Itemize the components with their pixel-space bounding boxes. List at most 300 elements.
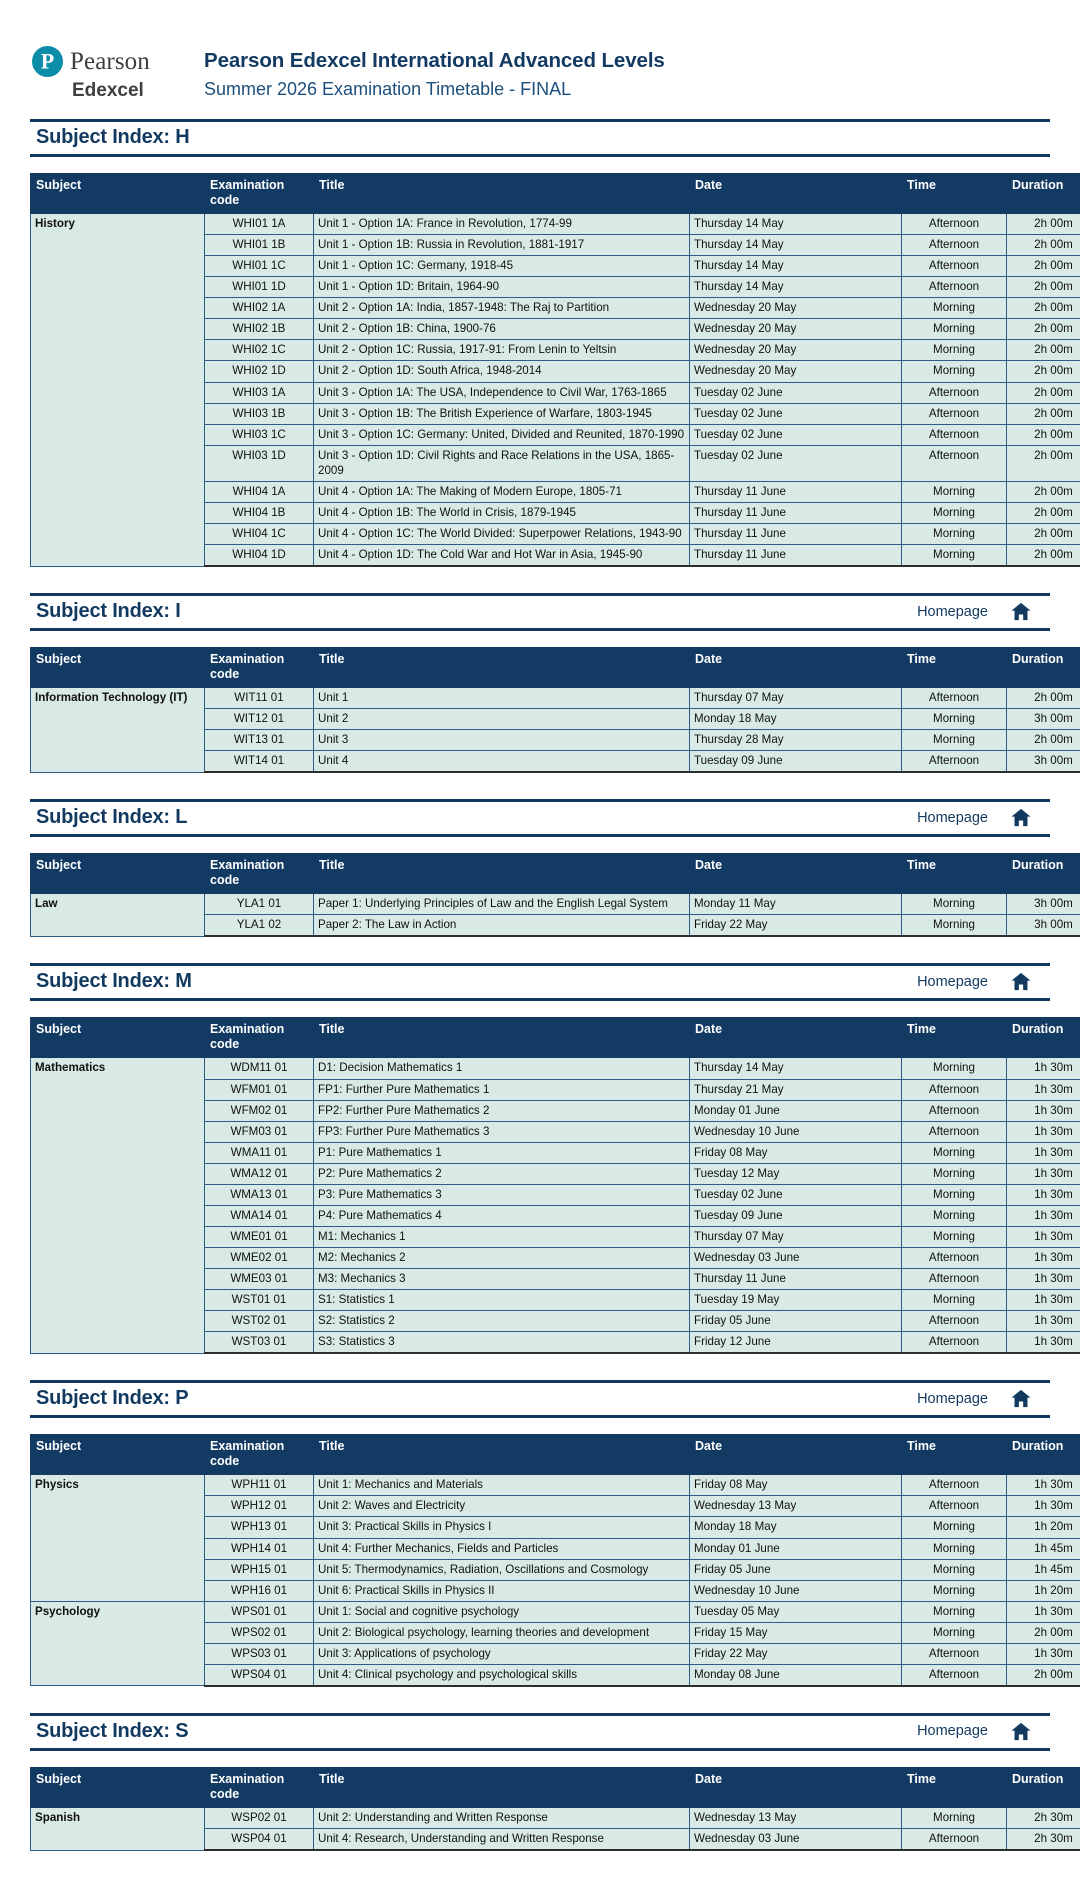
cell-duration: 1h 45m — [1007, 1559, 1080, 1580]
cell-code: WHI02 1B — [205, 319, 314, 340]
column-header-time: Time — [902, 1018, 1007, 1058]
column-header-duration: Duration — [1007, 1435, 1080, 1475]
cell-date: Tuesday 05 May — [690, 1601, 902, 1622]
cell-title: Unit 3 — [314, 730, 690, 751]
cell-date: Wednesday 13 May — [690, 1807, 902, 1828]
cell-title: Unit 2: Waves and Electricity — [314, 1496, 690, 1517]
column-header-date: Date — [690, 1767, 902, 1807]
cell-time: Morning — [902, 1226, 1007, 1247]
pearson-p-logo-icon — [32, 46, 63, 77]
cell-title: Unit 3 - Option 1D: Civil Rights and Race Relations in the USA, 1865-2009 — [314, 445, 690, 481]
table-header-row — [31, 1435, 1080, 1475]
home-icon[interactable] — [1010, 1389, 1032, 1408]
section-title: Subject Index: L — [36, 806, 187, 829]
column-header-title: Title — [314, 174, 690, 214]
cell-time: Morning — [902, 340, 1007, 361]
cell-duration: 3h 00m — [1007, 709, 1080, 730]
cell-date: Friday 15 May — [690, 1622, 902, 1643]
cell-date: Friday 08 May — [690, 1142, 902, 1163]
cell-duration: 2h 00m — [1007, 523, 1080, 544]
subject-index-section — [30, 1380, 1050, 1687]
cell-code: WHI02 1A — [205, 298, 314, 319]
cell-duration: 1h 30m — [1007, 1269, 1080, 1290]
cell-date: Wednesday 20 May — [690, 298, 902, 319]
cell-duration: 2h 00m — [1007, 382, 1080, 403]
cell-duration: 2h 00m — [1007, 361, 1080, 382]
brand-name: Pearson — [70, 49, 150, 74]
cell-duration: 2h 30m — [1007, 1807, 1080, 1828]
subject-index-section — [30, 119, 1050, 567]
cell-date: Friday 22 May — [690, 915, 902, 937]
cell-date: Thursday 11 June — [690, 1269, 902, 1290]
cell-date: Thursday 14 May — [690, 1058, 902, 1079]
section-title: Subject Index: M — [36, 970, 192, 993]
cell-title: S1: Statistics 1 — [314, 1290, 690, 1311]
cell-title: Unit 6: Practical Skills in Physics II — [314, 1580, 690, 1601]
cell-code: WHI04 1A — [205, 481, 314, 502]
cell-code: WMA13 01 — [205, 1184, 314, 1205]
exam-timetable — [30, 853, 1080, 937]
cell-code: WHI01 1C — [205, 256, 314, 277]
section-header — [30, 593, 1050, 631]
cell-time: Afternoon — [902, 445, 1007, 481]
cell-code: WHI03 1D — [205, 445, 314, 481]
cell-code: WST01 01 — [205, 1290, 314, 1311]
cell-duration: 1h 20m — [1007, 1580, 1080, 1601]
cell-time: Afternoon — [902, 751, 1007, 773]
cell-duration: 2h 00m — [1007, 481, 1080, 502]
cell-code: WDM11 01 — [205, 1058, 314, 1079]
cell-duration: 2h 00m — [1007, 340, 1080, 361]
cell-date: Thursday 14 May — [690, 235, 902, 256]
cell-code: WST03 01 — [205, 1332, 314, 1354]
cell-time: Morning — [902, 1601, 1007, 1622]
column-header-title: Title — [314, 1767, 690, 1807]
cell-date: Wednesday 20 May — [690, 319, 902, 340]
cell-title: Unit 4 - Option 1C: The World Divided: Superpower Relations, 1943-90 — [314, 523, 690, 544]
home-icon[interactable] — [1010, 972, 1032, 991]
cell-duration: 1h 30m — [1007, 1496, 1080, 1517]
column-header-date: Date — [690, 648, 902, 688]
subject-index-section — [30, 799, 1050, 937]
cell-duration: 2h 00m — [1007, 545, 1080, 567]
table-row — [31, 894, 1080, 915]
cell-title: P3: Pure Mathematics 3 — [314, 1184, 690, 1205]
pearson-edexcel-logo — [32, 34, 172, 100]
cell-date: Tuesday 09 June — [690, 751, 902, 773]
home-icon-svg — [1010, 1389, 1032, 1408]
cell-code: WFM02 01 — [205, 1100, 314, 1121]
home-icon-svg — [1010, 972, 1032, 991]
subject-name-cell: Spanish — [31, 1807, 205, 1850]
cell-title: Unit 1: Mechanics and Materials — [314, 1475, 690, 1496]
homepage-link-label: Homepage — [917, 974, 988, 990]
cell-duration: 2h 00m — [1007, 730, 1080, 751]
cell-date: Tuesday 02 June — [690, 424, 902, 445]
header-titles — [172, 34, 665, 101]
cell-date: Tuesday 02 June — [690, 1184, 902, 1205]
subject-index-section — [30, 963, 1050, 1354]
cell-code: WHI03 1C — [205, 424, 314, 445]
cell-time: Afternoon — [902, 1332, 1007, 1354]
cell-duration: 2h 00m — [1007, 403, 1080, 424]
cell-code: WHI02 1D — [205, 361, 314, 382]
cell-title: FP1: Further Pure Mathematics 1 — [314, 1079, 690, 1100]
column-header-date: Date — [690, 854, 902, 894]
cell-date: Wednesday 13 May — [690, 1496, 902, 1517]
cell-date: Monday 18 May — [690, 709, 902, 730]
homepage-link-label: Homepage — [917, 604, 988, 620]
exam-timetable — [30, 1017, 1080, 1354]
cell-title: Unit 3: Practical Skills in Physics I — [314, 1517, 690, 1538]
cell-time: Morning — [902, 894, 1007, 915]
cell-date: Thursday 11 June — [690, 545, 902, 567]
cell-title: Unit 1 - Option 1D: Britain, 1964-90 — [314, 277, 690, 298]
cell-time: Morning — [902, 1807, 1007, 1828]
homepage-link[interactable] — [917, 1722, 1046, 1741]
cell-code: WIT13 01 — [205, 730, 314, 751]
column-header-code: Examination code — [205, 174, 314, 214]
cell-time: Afternoon — [902, 235, 1007, 256]
column-header-title: Title — [314, 854, 690, 894]
cell-duration: 1h 30m — [1007, 1643, 1080, 1664]
cell-date: Thursday 11 June — [690, 523, 902, 544]
column-header-duration: Duration — [1007, 1018, 1080, 1058]
cell-time: Morning — [902, 1517, 1007, 1538]
cell-code: WFM01 01 — [205, 1079, 314, 1100]
cell-title: Unit 3 - Option 1C: Germany: United, Divided and Reunited, 1870-1990 — [314, 424, 690, 445]
cell-duration: 1h 30m — [1007, 1205, 1080, 1226]
cell-code: WME01 01 — [205, 1226, 314, 1247]
exam-timetable — [30, 173, 1080, 567]
cell-duration: 1h 45m — [1007, 1538, 1080, 1559]
cell-code: WME03 01 — [205, 1269, 314, 1290]
cell-title: Unit 2 — [314, 709, 690, 730]
cell-duration: 3h 00m — [1007, 894, 1080, 915]
cell-duration: 1h 30m — [1007, 1163, 1080, 1184]
section-header — [30, 1380, 1050, 1418]
cell-date: Wednesday 10 June — [690, 1580, 902, 1601]
cell-time: Afternoon — [902, 1311, 1007, 1332]
cell-title: Unit 2: Understanding and Written Response — [314, 1807, 690, 1828]
cell-duration: 2h 00m — [1007, 1664, 1080, 1686]
cell-title: FP2: Further Pure Mathematics 2 — [314, 1100, 690, 1121]
cell-code: WPS04 01 — [205, 1664, 314, 1686]
homepage-link-label: Homepage — [917, 810, 988, 826]
column-header-duration: Duration — [1007, 174, 1080, 214]
column-header-time: Time — [902, 1767, 1007, 1807]
cell-title: Unit 3 - Option 1A: The USA, Independence to Civil War, 1763-1865 — [314, 382, 690, 403]
cell-date: Friday 08 May — [690, 1475, 902, 1496]
cell-date: Thursday 14 May — [690, 256, 902, 277]
cell-date: Tuesday 02 June — [690, 403, 902, 424]
brand-subname: Edexcel — [72, 81, 172, 100]
cell-code: WHI01 1D — [205, 277, 314, 298]
column-header-date: Date — [690, 1018, 902, 1058]
cell-date: Wednesday 10 June — [690, 1121, 902, 1142]
cell-code: WSP02 01 — [205, 1807, 314, 1828]
cell-duration: 3h 00m — [1007, 751, 1080, 773]
cell-title: Unit 4 — [314, 751, 690, 773]
subject-index-section — [30, 593, 1050, 773]
cell-time: Afternoon — [902, 1643, 1007, 1664]
cell-time: Morning — [902, 1142, 1007, 1163]
cell-date: Thursday 14 May — [690, 277, 902, 298]
cell-duration: 2h 30m — [1007, 1829, 1080, 1851]
cell-date: Thursday 14 May — [690, 214, 902, 235]
cell-date: Tuesday 12 May — [690, 1163, 902, 1184]
section-header — [30, 119, 1050, 157]
cell-title: Unit 1 - Option 1B: Russia in Revolution, 1881-1917 — [314, 235, 690, 256]
table-header-row — [31, 1767, 1080, 1807]
cell-time: Afternoon — [902, 256, 1007, 277]
cell-time: Afternoon — [902, 403, 1007, 424]
cell-code: WMA14 01 — [205, 1205, 314, 1226]
cell-time: Morning — [902, 523, 1007, 544]
cell-title: Unit 2 - Option 1C: Russia, 1917-91: From Lenin to Yeltsin — [314, 340, 690, 361]
table-header-row — [31, 174, 1080, 214]
table-header-row — [31, 1018, 1080, 1058]
cell-title: P1: Pure Mathematics 1 — [314, 1142, 690, 1163]
cell-code: WIT11 01 — [205, 688, 314, 709]
cell-code: WPH13 01 — [205, 1517, 314, 1538]
cell-time: Afternoon — [902, 1100, 1007, 1121]
cell-date: Wednesday 03 June — [690, 1248, 902, 1269]
home-icon[interactable] — [1010, 808, 1032, 827]
table-row — [31, 688, 1080, 709]
cell-duration: 2h 00m — [1007, 688, 1080, 709]
cell-code: WME02 01 — [205, 1248, 314, 1269]
cell-time: Afternoon — [902, 1664, 1007, 1686]
cell-duration: 1h 30m — [1007, 1142, 1080, 1163]
homepage-link[interactable] — [917, 972, 1046, 991]
cell-time: Morning — [902, 1184, 1007, 1205]
cell-date: Thursday 21 May — [690, 1079, 902, 1100]
cell-code: WPH11 01 — [205, 1475, 314, 1496]
table-row — [31, 214, 1080, 235]
cell-duration: 2h 00m — [1007, 502, 1080, 523]
column-header-time: Time — [902, 1435, 1007, 1475]
cell-time: Morning — [902, 361, 1007, 382]
cell-duration: 1h 20m — [1007, 1517, 1080, 1538]
cell-time: Morning — [902, 1290, 1007, 1311]
cell-title: FP3: Further Pure Mathematics 3 — [314, 1121, 690, 1142]
homepage-link[interactable] — [917, 1389, 1046, 1408]
page-title: Pearson Edexcel International Advanced Levels — [204, 48, 665, 74]
cell-time: Afternoon — [902, 382, 1007, 403]
cell-duration: 1h 30m — [1007, 1290, 1080, 1311]
column-header-code: Examination code — [205, 648, 314, 688]
subject-name-cell: Law — [31, 894, 205, 937]
column-header-subject: Subject — [31, 854, 205, 894]
cell-time: Morning — [902, 709, 1007, 730]
cell-time: Afternoon — [902, 424, 1007, 445]
cell-date: Friday 12 June — [690, 1332, 902, 1354]
cell-date: Thursday 11 June — [690, 502, 902, 523]
cell-code: WIT14 01 — [205, 751, 314, 773]
cell-date: Thursday 07 May — [690, 1226, 902, 1247]
home-icon-svg — [1010, 602, 1032, 621]
cell-title: Unit 5: Thermodynamics, Radiation, Oscillations and Cosmology — [314, 1559, 690, 1580]
subject-name-cell: Physics — [31, 1475, 205, 1601]
column-header-time: Time — [902, 648, 1007, 688]
cell-time: Morning — [902, 1559, 1007, 1580]
subject-name-cell: Mathematics — [31, 1058, 205, 1353]
cell-title: Paper 1: Underlying Principles of Law and the English Legal System — [314, 894, 690, 915]
cell-title: Unit 1 - Option 1A: France in Revolution, 1774-99 — [314, 214, 690, 235]
cell-duration: 2h 00m — [1007, 1622, 1080, 1643]
column-header-duration: Duration — [1007, 1767, 1080, 1807]
cell-code: WHI02 1C — [205, 340, 314, 361]
cell-code: WHI04 1C — [205, 523, 314, 544]
homepage-link[interactable] — [917, 602, 1046, 621]
cell-title: Unit 2 - Option 1D: South Africa, 1948-2014 — [314, 361, 690, 382]
subject-name-cell: History — [31, 214, 205, 567]
cell-date: Tuesday 02 June — [690, 382, 902, 403]
cell-code: WHI03 1A — [205, 382, 314, 403]
homepage-link-label: Homepage — [917, 1391, 988, 1407]
cell-duration: 1h 30m — [1007, 1058, 1080, 1079]
cell-duration: 3h 00m — [1007, 915, 1080, 937]
cell-duration: 1h 30m — [1007, 1121, 1080, 1142]
cell-time: Morning — [902, 730, 1007, 751]
section-title: Subject Index: H — [36, 126, 190, 149]
cell-duration: 2h 00m — [1007, 298, 1080, 319]
cell-duration: 2h 00m — [1007, 214, 1080, 235]
column-header-subject: Subject — [31, 1018, 205, 1058]
cell-date: Monday 11 May — [690, 894, 902, 915]
home-icon[interactable] — [1010, 1722, 1032, 1741]
column-header-code: Examination code — [205, 1435, 314, 1475]
section-header — [30, 1713, 1050, 1751]
sections-root — [30, 119, 1050, 1851]
cell-title: Unit 4: Clinical psychology and psychological skills — [314, 1664, 690, 1686]
cell-time: Morning — [902, 915, 1007, 937]
cell-time: Morning — [902, 1580, 1007, 1601]
cell-time: Morning — [902, 545, 1007, 567]
cell-title: S3: Statistics 3 — [314, 1332, 690, 1354]
cell-title: Unit 2 - Option 1A: India, 1857-1948: The Raj to Partition — [314, 298, 690, 319]
cell-time: Afternoon — [902, 1269, 1007, 1290]
cell-date: Wednesday 20 May — [690, 340, 902, 361]
exam-timetable — [30, 647, 1080, 773]
cell-title: Unit 4 - Option 1A: The Making of Modern Europe, 1805-71 — [314, 481, 690, 502]
cell-code: WIT12 01 — [205, 709, 314, 730]
cell-code: YLA1 02 — [205, 915, 314, 937]
cell-title: Unit 3 - Option 1B: The British Experience of Warfare, 1803-1945 — [314, 403, 690, 424]
cell-date: Friday 22 May — [690, 1643, 902, 1664]
cell-time: Afternoon — [902, 277, 1007, 298]
cell-time: Afternoon — [902, 1248, 1007, 1269]
cell-duration: 1h 30m — [1007, 1475, 1080, 1496]
column-header-time: Time — [902, 174, 1007, 214]
column-header-duration: Duration — [1007, 854, 1080, 894]
cell-duration: 2h 00m — [1007, 277, 1080, 298]
cell-duration: 2h 00m — [1007, 235, 1080, 256]
cell-time: Afternoon — [902, 1496, 1007, 1517]
cell-time: Morning — [902, 502, 1007, 523]
cell-date: Friday 05 June — [690, 1311, 902, 1332]
cell-title: Paper 2: The Law in Action — [314, 915, 690, 937]
cell-date: Thursday 28 May — [690, 730, 902, 751]
cell-duration: 1h 30m — [1007, 1601, 1080, 1622]
cell-code: YLA1 01 — [205, 894, 314, 915]
exam-timetable — [30, 1434, 1080, 1687]
home-icon-svg — [1010, 1722, 1032, 1741]
cell-title: Unit 1 - Option 1C: Germany, 1918-45 — [314, 256, 690, 277]
cell-time: Afternoon — [902, 1121, 1007, 1142]
exam-timetable — [30, 1767, 1080, 1851]
cell-time: Afternoon — [902, 1079, 1007, 1100]
cell-time: Morning — [902, 1538, 1007, 1559]
column-header-code: Examination code — [205, 1767, 314, 1807]
cell-duration: 1h 30m — [1007, 1311, 1080, 1332]
cell-time: Morning — [902, 481, 1007, 502]
cell-title: M3: Mechanics 3 — [314, 1269, 690, 1290]
column-header-duration: Duration — [1007, 648, 1080, 688]
table-header-row — [31, 854, 1080, 894]
cell-time: Morning — [902, 319, 1007, 340]
cell-code: WHI01 1A — [205, 214, 314, 235]
cell-duration: 2h 00m — [1007, 445, 1080, 481]
column-header-subject: Subject — [31, 1767, 205, 1807]
cell-title: M2: Mechanics 2 — [314, 1248, 690, 1269]
cell-duration: 1h 30m — [1007, 1184, 1080, 1205]
table-row — [31, 1475, 1080, 1496]
table-row — [31, 1807, 1080, 1828]
cell-date: Thursday 07 May — [690, 688, 902, 709]
section-title: Subject Index: P — [36, 1387, 188, 1410]
cell-date: Tuesday 09 June — [690, 1205, 902, 1226]
cell-duration: 1h 30m — [1007, 1332, 1080, 1354]
subject-name-cell: Information Technology (IT) — [31, 688, 205, 773]
cell-time: Afternoon — [902, 1829, 1007, 1851]
cell-date: Friday 05 June — [690, 1559, 902, 1580]
column-header-date: Date — [690, 174, 902, 214]
column-header-subject: Subject — [31, 648, 205, 688]
brand-row — [32, 46, 172, 77]
cell-date: Tuesday 19 May — [690, 1290, 902, 1311]
cell-title: Unit 4 - Option 1D: The Cold War and Hot War in Asia, 1945-90 — [314, 545, 690, 567]
page-subtitle: Summer 2026 Examination Timetable - FINAL — [204, 78, 665, 101]
cell-time: Morning — [902, 1622, 1007, 1643]
cell-code: WPH16 01 — [205, 1580, 314, 1601]
cell-duration: 2h 00m — [1007, 424, 1080, 445]
section-title: Subject Index: I — [36, 600, 181, 623]
table-header-row — [31, 648, 1080, 688]
cell-code: WSP04 01 — [205, 1829, 314, 1851]
cell-title: P2: Pure Mathematics 2 — [314, 1163, 690, 1184]
cell-date: Tuesday 02 June — [690, 445, 902, 481]
cell-title: Unit 2: Biological psychology, learning theories and development — [314, 1622, 690, 1643]
column-header-title: Title — [314, 648, 690, 688]
home-icon[interactable] — [1010, 602, 1032, 621]
cell-duration: 2h 00m — [1007, 319, 1080, 340]
cell-title: Unit 1: Social and cognitive psychology — [314, 1601, 690, 1622]
cell-title: D1: Decision Mathematics 1 — [314, 1058, 690, 1079]
cell-title: Unit 1 — [314, 688, 690, 709]
home-icon-svg — [1010, 808, 1032, 827]
cell-time: Afternoon — [902, 214, 1007, 235]
cell-title: S2: Statistics 2 — [314, 1311, 690, 1332]
cell-time: Afternoon — [902, 688, 1007, 709]
homepage-link[interactable] — [917, 808, 1046, 827]
cell-code: WHI03 1B — [205, 403, 314, 424]
cell-date: Monday 08 June — [690, 1664, 902, 1686]
cell-code: WMA12 01 — [205, 1163, 314, 1184]
cell-duration: 1h 30m — [1007, 1079, 1080, 1100]
cell-code: WPH12 01 — [205, 1496, 314, 1517]
